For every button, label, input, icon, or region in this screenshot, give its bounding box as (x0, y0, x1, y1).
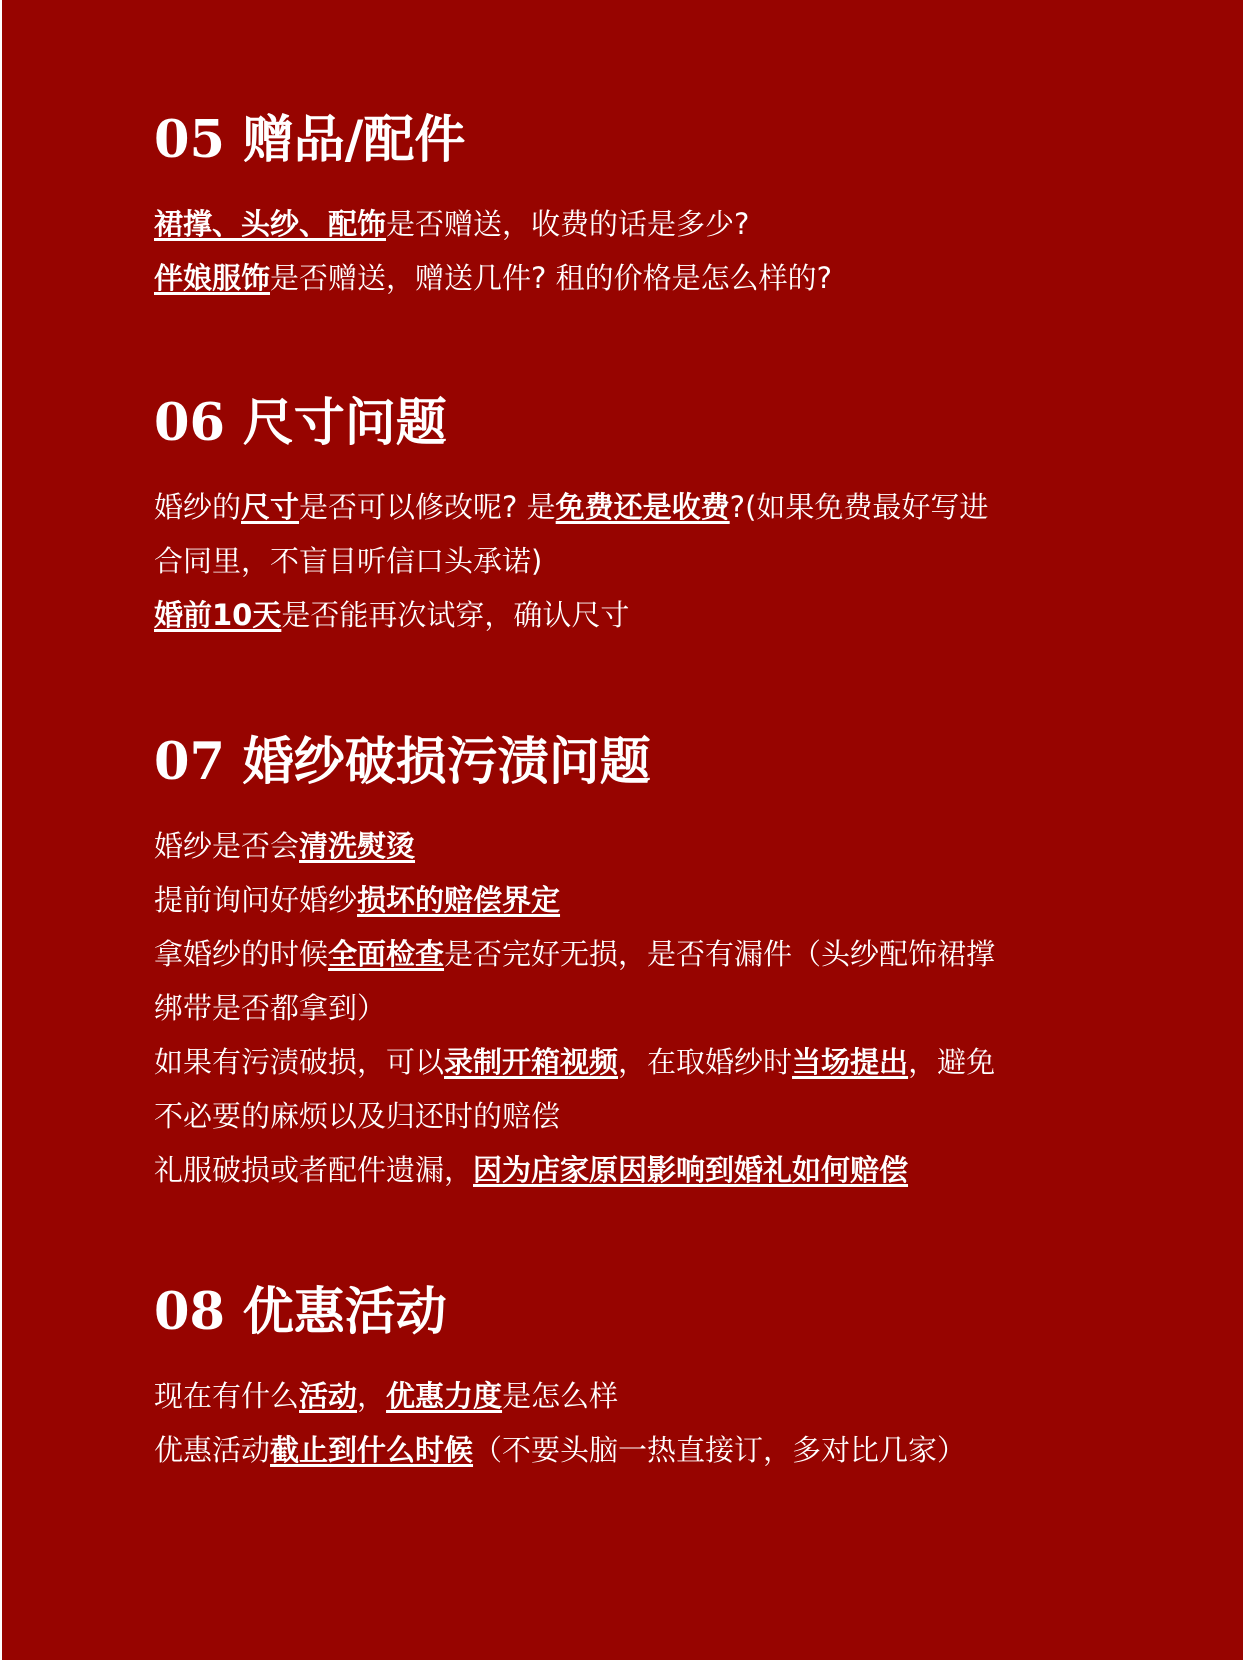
body-line (154, 1143, 1134, 1197)
body-text: 是否能再次试穿，确认尺寸 (281, 598, 630, 632)
emphasized-text: 因为店家原因影响到婚礼如何赔偿 (473, 1153, 909, 1187)
emphasized-text: 伴娘服饰 (154, 261, 271, 295)
body-text: 如果有污渍破损，可以 (154, 1045, 445, 1079)
body-text: ，在取婚纱时 (618, 1045, 793, 1079)
body-text: 不必要的麻烦以及归还时的赔偿 (154, 1099, 561, 1133)
body-line (154, 1035, 1134, 1089)
body-text: （不要头脑一热直接订，多对比几家） (473, 1433, 967, 1467)
body-text: ，避免 (908, 1045, 996, 1079)
body-text: 婚纱是否会 (154, 829, 300, 863)
body-line (154, 873, 1134, 927)
emphasized-text: 活动 (299, 1379, 358, 1413)
body-text: ?(如果免费最好写进 (729, 490, 989, 524)
body-text: 拿婚纱的时候 (154, 937, 329, 971)
body-line (154, 588, 1134, 642)
body-line (154, 480, 1134, 534)
section-body (154, 819, 1134, 1197)
section-damage-stains (154, 732, 1134, 1197)
emphasized-text: 全面检查 (328, 937, 445, 971)
emphasized-text: 录制开箱视频 (444, 1045, 619, 1079)
section-size-issues (154, 393, 1134, 642)
emphasized-text: 损坏的赔偿界定 (357, 883, 561, 917)
body-text: 现在有什么 (154, 1379, 300, 1413)
section-title: 06 尺寸问题 (154, 393, 447, 453)
section-body (154, 480, 1134, 642)
section-promotions (154, 1282, 1134, 1477)
body-line (154, 1423, 1134, 1477)
body-text: 是否完好无损，是否有漏件（头纱配饰裙撑 (444, 937, 996, 971)
body-line (154, 927, 1134, 981)
emphasized-text: 当场提出 (792, 1045, 909, 1079)
emphasized-text: 尺寸 (241, 490, 300, 524)
body-line (154, 251, 1134, 305)
emphasized-text: 清洗熨烫 (299, 829, 416, 863)
body-text: ， (357, 1379, 387, 1413)
section-body (154, 197, 1134, 305)
body-text: 优惠活动 (154, 1433, 271, 1467)
body-text: 是否赠送，赠送几件? 租的价格是怎么样的? (270, 261, 833, 295)
emphasized-text: 优惠力度 (386, 1379, 503, 1413)
body-text: 绑带是否都拿到） (154, 991, 387, 1025)
emphasized-text: 婚前10天 (154, 598, 282, 632)
section-title: 08 优惠活动 (154, 1282, 447, 1342)
section-title: 07 婚纱破损污渍问题 (154, 732, 651, 792)
body-text: 合同里，不盲目听信口头承诺) (154, 544, 543, 578)
body-line (154, 1089, 1134, 1143)
body-line (154, 1369, 1134, 1423)
body-text: 是否赠送，收费的话是多少? (386, 207, 750, 241)
body-text: 礼服破损或者配件遗漏， (154, 1153, 474, 1187)
body-text: 婚纱的 (154, 490, 242, 524)
body-text: 提前询问好婚纱 (154, 883, 358, 917)
body-line (154, 981, 1134, 1035)
emphasized-text: 免费还是收费 (555, 490, 730, 524)
body-line (154, 819, 1134, 873)
emphasized-text: 裙撑、头纱、配饰 (154, 207, 387, 241)
body-line (154, 534, 1134, 588)
emphasized-text: 截止到什么时候 (270, 1433, 474, 1467)
section-gifts-accessories (154, 110, 1134, 305)
body-text: 是怎么样 (502, 1379, 619, 1413)
body-text: 是否可以修改呢? 是 (299, 490, 556, 524)
body-line (154, 197, 1134, 251)
section-body (154, 1369, 1134, 1477)
section-title: 05 赠品/配件 (154, 110, 466, 170)
